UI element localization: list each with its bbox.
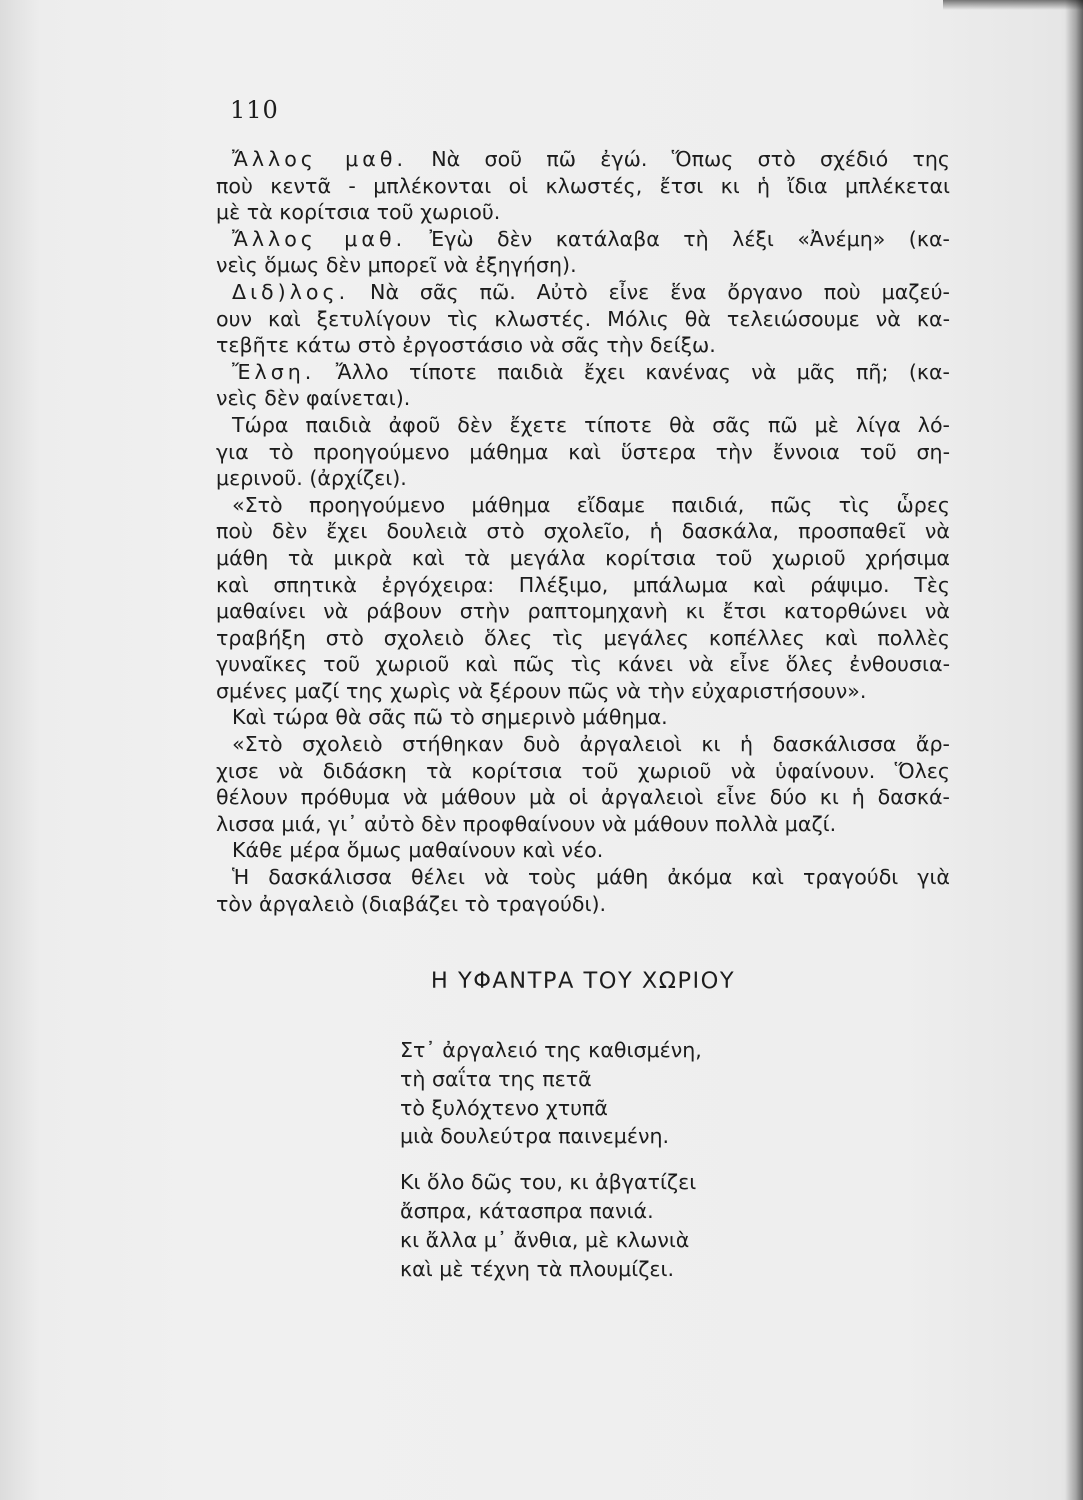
line-text: νεὶς δὲν φαίνεται). bbox=[216, 386, 411, 411]
line-text: «Στὸ προηγούμενο μάθημα εἴδαμε παιδιά, πῶς τὶς ὧρες bbox=[232, 492, 950, 517]
text-line bbox=[216, 704, 950, 731]
page-corner-shadow bbox=[943, 0, 1083, 10]
text-line bbox=[216, 784, 950, 811]
text-line bbox=[216, 146, 950, 173]
line-text: ποὺ δὲν ἔχει δουλειὰ στὸ σχολεῖο, ἡ δασκάλα, προσπαθεῖ νὰ bbox=[216, 519, 950, 544]
text-line bbox=[216, 864, 950, 891]
line-text: Νὰ σᾶς πῶ. Αὐτὸ εἶνε ἕνα ὄργανο ποὺ μαζεύ- bbox=[349, 279, 950, 304]
page-number: 110 bbox=[230, 96, 279, 124]
line-text: σμένες μαζί της χωρὶς νὰ ξέρουν πῶς νὰ τὴν εὐχαριστήσουν». bbox=[216, 678, 867, 703]
line-text: θέλουν πρόθυμα νὰ μάθουν μὰ οἱ ἀργαλειοὶ εἶνε δύο κι ἡ δασκά- bbox=[216, 785, 950, 810]
line-text: μερινοῦ. (ἀρχίζει). bbox=[216, 466, 407, 491]
text-line bbox=[216, 492, 950, 519]
poem-line: ἄσπρα, κάτασπρα πανιά. bbox=[400, 1198, 654, 1223]
text-line bbox=[216, 651, 950, 678]
poem-line: Κι ὅλο δῶς του, κι ἀβγατίζει bbox=[400, 1170, 697, 1195]
line-text: μὲ τὰ κορίτσια τοῦ χωριοῦ. bbox=[216, 200, 501, 225]
speaker-label: Ἔλση. bbox=[232, 359, 316, 384]
text-line bbox=[216, 439, 950, 466]
text-line bbox=[216, 758, 950, 785]
line-text: μάθη τὰ μικρὰ καὶ τὰ μεγάλα κορίτσια τοῦ χωριοῦ χρήσιμα bbox=[216, 545, 950, 570]
text-line bbox=[216, 891, 950, 918]
text-line bbox=[216, 199, 950, 226]
line-text: τραβήξη στὸ σχολειὸ ὅλες τὶς μεγάλες κοπέλλες καὶ πολλὲς bbox=[216, 625, 950, 650]
line-text: χισε νὰ διδάσκη τὰ κορίτσια τοῦ χωριοῦ νὰ ὑφαίνουν. Ὅλες bbox=[216, 758, 950, 783]
text-line bbox=[216, 306, 950, 333]
line-text: Ἡ δασκάλισσα θέλει νὰ τοὺς μάθη ἀκόμα καὶ τραγούδι γιὰ bbox=[232, 865, 950, 890]
line-text: ουν καὶ ξετυλίγουν τὶς κλωστές. Μόλις θὰ τελειώσουμε νὰ κα- bbox=[216, 306, 950, 331]
line-text: Ἐγὼ δὲν κατάλαβα τὴ λέξι «Ἀνέμη» (κα- bbox=[406, 226, 950, 251]
text-line bbox=[216, 332, 950, 359]
poem-line: τὸ ξυλόχτενο χτυπᾶ bbox=[400, 1095, 608, 1120]
text-line bbox=[216, 518, 950, 545]
poem bbox=[400, 1036, 702, 1300]
text-line bbox=[216, 412, 950, 439]
text-line bbox=[216, 226, 950, 253]
poem-line: κι ἄλλα μ᾽ ἄνθια, μὲ κλωνιὰ bbox=[400, 1227, 690, 1252]
text-line bbox=[216, 731, 950, 758]
line-text: νεὶς ὅμως δὲν μπορεῖ νὰ ἐξηγήση). bbox=[216, 253, 577, 278]
line-text: Ἄλλο τίποτε παιδιὰ ἔχει κανένας νὰ μᾶς πῆ; (κα- bbox=[315, 359, 950, 384]
text-line bbox=[216, 545, 950, 572]
line-text: Τώρα παιδιὰ ἀφοῦ δὲν ἔχετε τίποτε θὰ σᾶς πῶ μὲ λίγα λό- bbox=[232, 412, 950, 437]
text-line bbox=[216, 625, 950, 652]
speaker-label: Διδ)λος. bbox=[232, 279, 350, 304]
line-text: μαθαίνει νὰ ράβουν στὴν ραπτομηχανὴ κι ἔτσι κατορθώνει νὰ bbox=[216, 599, 950, 624]
text-line bbox=[216, 385, 950, 412]
text-line bbox=[216, 572, 950, 599]
line-text: «Στὸ σχολειὸ στήθηκαν δυὸ ἀργαλειοὶ κι ἡ δασκάλισσα ἄρ- bbox=[232, 732, 950, 757]
line-text: Κάθε μέρα ὅμως μαθαίνουν καὶ νέο. bbox=[232, 838, 604, 863]
line-text: γυναῖκες τοῦ χωριοῦ καὶ πῶς τὶς κάνει νὰ εἶνε ὅλες ἐνθουσια- bbox=[216, 652, 950, 677]
body-text bbox=[216, 146, 950, 917]
poem-line: τὴ σαΐτα της πετᾶ bbox=[400, 1066, 592, 1091]
text-line bbox=[216, 252, 950, 279]
text-line bbox=[216, 598, 950, 625]
line-text: λισσα μιά, γι᾽ αὐτὸ δὲν προφθαίνουν νὰ μάθουν πολλὰ μαζί. bbox=[216, 811, 837, 836]
poem-line: μιὰ δουλεύτρα παινεμένη. bbox=[400, 1124, 670, 1149]
text-line bbox=[216, 837, 950, 864]
text-line bbox=[216, 678, 950, 705]
line-text: Νὰ σοῦ πῶ ἐγώ. Ὅπως στὸ σχέδιό της bbox=[407, 147, 950, 171]
text-line bbox=[216, 279, 950, 306]
line-text: για τὸ προηγούμενο μάθημα καὶ ὕστερα τὴν ἔννοια τοῦ ση- bbox=[216, 439, 950, 464]
line-text: καὶ σπητικὰ ἐργόχειρα: Πλέξιμο, μπάλωμα καὶ ράψιμο. Τὲς bbox=[216, 572, 950, 597]
line-text: τεβῆτε κάτω στὸ ἐργοστάσιο νὰ σᾶς τὴν δείξω. bbox=[216, 333, 716, 358]
text-line bbox=[216, 811, 950, 838]
text-line bbox=[216, 465, 950, 492]
speaker-label: Ἄλλος μαθ. bbox=[232, 147, 407, 171]
speaker-label: Ἄλλος μαθ. bbox=[232, 226, 407, 251]
text-line bbox=[216, 359, 950, 386]
line-text: Καὶ τώρα θὰ σᾶς πῶ τὸ σημερινὸ μάθημα. bbox=[232, 705, 668, 730]
poem-stanza-1 bbox=[400, 1036, 702, 1151]
page-edge-shadow bbox=[1065, 0, 1083, 1500]
poem-line: Στ᾽ ἀργαλειό της καθισμένη, bbox=[400, 1038, 702, 1062]
text-line bbox=[216, 173, 950, 200]
line-text: τὸν ἀργαλειὸ (διαβάζει τὸ τραγούδι). bbox=[216, 891, 607, 916]
poem-line: καὶ μὲ τέχνη τὰ πλουμίζει. bbox=[400, 1256, 675, 1281]
line-text: ποὺ κεντᾶ - μπλέκονται οἱ κλωστές, ἔτσι κι ἡ ἴδια μπλέκεται bbox=[216, 173, 950, 198]
poem-title: Η ΥΦΑΝΤΡΑ ΤΟΥ ΧΩΡΙΟΥ bbox=[430, 968, 736, 994]
poem-stanza-2 bbox=[400, 1168, 702, 1283]
